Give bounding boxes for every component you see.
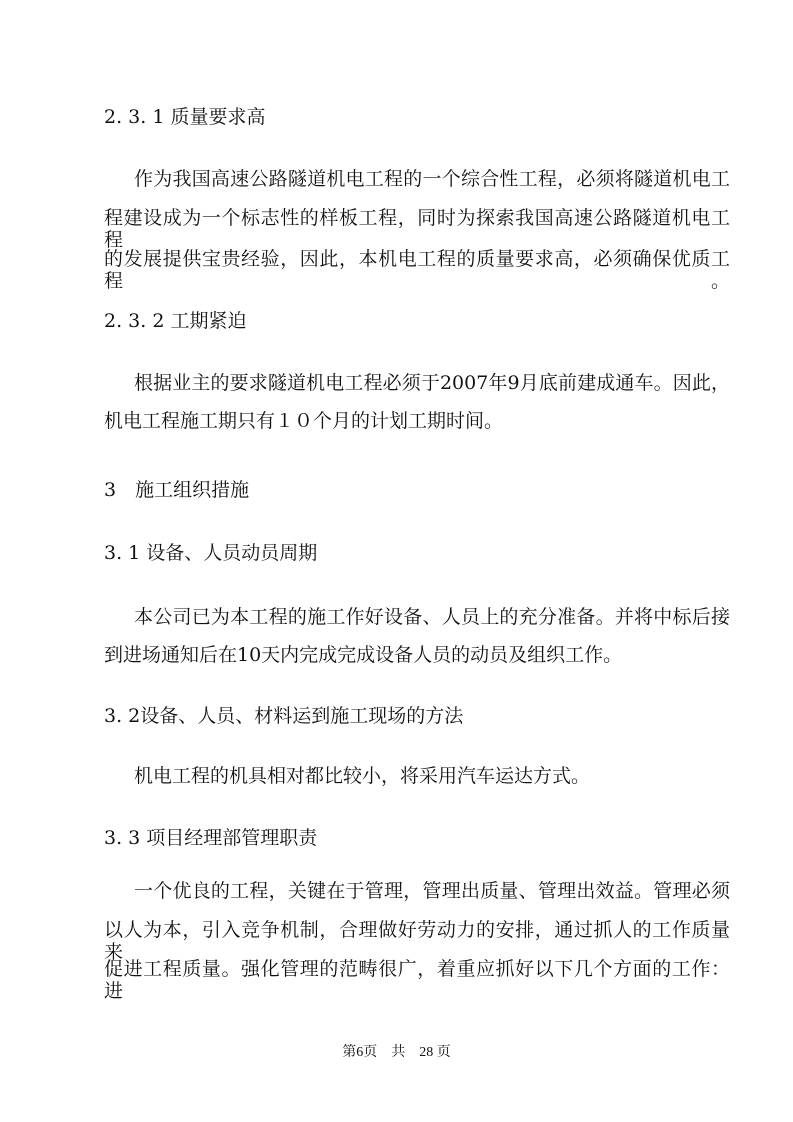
heading-2-3-1: 2. 3. 1 质量要求高: [104, 106, 266, 128]
paragraph-line: 以人为本，引入竞争机制，合理做好劳动力的安排，通过抓人的工作质量来: [104, 919, 730, 963]
paragraph-line: 的发展提供宝贵经验，因此，本机电工程的质量要求高，必须确保优质工程。: [104, 248, 730, 292]
heading-3-2: 3. 2设备、人员、材料运到施工现场的方法: [104, 705, 464, 727]
paragraph-line: 本公司已为本工程的施工作好设备、人员上的充分准备。并将中标后接: [134, 606, 730, 628]
paragraph-line: 机电工程施工期只有１０个月的计划工期时间。: [104, 410, 504, 432]
paragraph-line: 作为我国高速公路隧道机电工程的一个综合性工程，必须将隧道机电工: [134, 168, 730, 190]
heading-3: 3 施工组织措施: [104, 479, 250, 501]
paragraph-line: 机电工程的机具相对都比较小，将采用汽车运达方式。: [134, 765, 591, 787]
paragraph-line: 促进工程质量。强化管理的范畴很广，着重应抓好以下几个方面的工作：进: [104, 958, 730, 1002]
heading-3-3: 3. 3 项目经理部管理职责: [104, 827, 318, 849]
heading-3-1: 3. 1 设备、人员动员周期: [104, 542, 318, 564]
paragraph-line: 到进场通知后在10天内完成完成设备人员的动员及组织工作。: [104, 644, 623, 666]
page-footer: 第6页 共 28 页: [342, 1045, 451, 1060]
paragraph-line: 程建设成为一个标志性的样板工程，同时为探索我国高速公路隧道机电工程: [104, 207, 730, 251]
paragraph-line: 根据业主的要求隧道机电工程必须于2007年9月底前建成通车。因此，: [134, 372, 730, 394]
paragraph-line: 一个优良的工程，关键在于管理，管理出质量、管理出效益。管理必须: [134, 880, 730, 902]
heading-2-3-2: 2. 3. 2 工期紧迫: [104, 310, 247, 332]
